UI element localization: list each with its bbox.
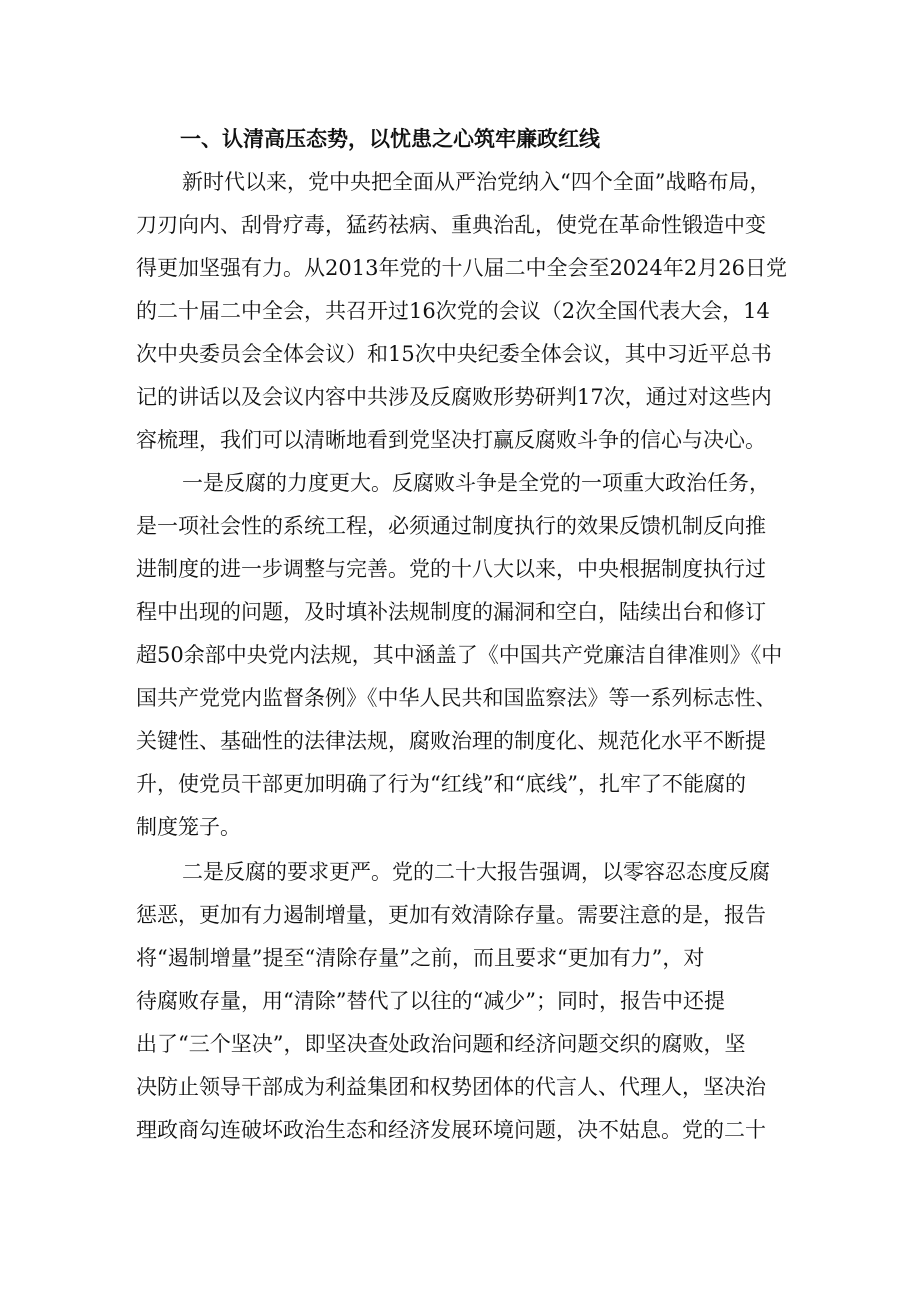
paragraph-1-line-1: 新时代以来，党中央把全面从严治党纳入“四个全面”战略布局， [182,170,771,194]
paragraph-3-line-5: 出了“三个坚决”，即坚决查处政治问题和经济问题交织的腐败，坚 [136,1032,746,1056]
paragraph-2-line-3: 进制度的进一步调整与完善。党的十八大以来，中央根据制度执行过 [136,557,766,581]
paragraph-2-line-8: 升，使党员干部更加明确了行为“红线”和“底线”，扎牢了不能腐的 [136,772,746,796]
paragraph-1-line-2: 刀刃向内、刮骨疗毒，猛药祛病、重典治乱，使党在革命性锻造中变 [136,213,766,237]
paragraph-3-line-7: 理政商勾连破坏政治生态和经济发展环境问题，决不姑息。党的二十 [136,1118,766,1142]
paragraph-2-line-4: 程中出现的问题，及时填补法规制度的漏洞和空白，陆续出台和修订 [136,600,766,624]
paragraph-1-line-4: 的二十届二中全会，共召开过16次党的会议（2次全国代表大会，14 [136,299,770,323]
paragraph-2-line-6: 国共产党党内监督条例》《中华人民共和国监察法》等一系列标志性、 [136,686,777,710]
paragraph-3-line-2: 惩恶，更加有力遏制增量，更加有效清除存量。需要注意的是，报告 [136,903,766,927]
paragraph-3-line-6: 决防止领导干部成为利益集团和权势团体的代言人、代理人，坚决治 [136,1075,766,1099]
paragraph-1-line-7: 容梳理，我们可以清晰地看到党坚决打赢反腐败斗争的信心与决心。 [136,428,766,452]
paragraph-2-line-7: 关键性、基础性的法律法规，腐败治理的制度化、规范化水平不断提 [136,729,766,753]
paragraph-3-line-3: 将“遏制增量”提至“清除存量”之前，而且要求“更加有力”，对 [136,946,705,970]
paragraph-1-line-3: 得更加坚强有力。从2013年党的十八届二中全会至2024年2月26日党 [136,256,787,280]
paragraph-2-line-1: 一是反腐的力度更大。反腐败斗争是全党的一项重大政治任务， [182,471,770,495]
paragraph-2-line-2: 是一项社会性的系统工程，必须通过制度执行的效果反馈机制反向推 [136,514,766,538]
paragraph-2-line-5: 超50余部中央党内法规，其中涵盖了《中国共产党廉洁自律准则》《中 [136,643,783,667]
paragraph-3-line-1: 二是反腐的要求更严。党的二十大报告强调，以零容忍态度反腐 [182,860,770,884]
paragraph-1-line-5: 次中央委员会全体会议）和15次中央纪委全体会议，其中习近平总书 [136,342,772,366]
section-heading: 一、认清高压态势，以忧患之心筑牢廉政红线 [180,127,600,151]
paragraph-2-line-9: 制度笼子。 [136,815,241,839]
paragraph-1-line-6: 记的讲话以及会议内容中共涉及反腐败形势研判17次，通过对这些内 [136,385,772,409]
paragraph-3-line-4: 待腐败存量，用“清除”替代了以往的“减少”；同时，报告中还提 [136,989,725,1013]
